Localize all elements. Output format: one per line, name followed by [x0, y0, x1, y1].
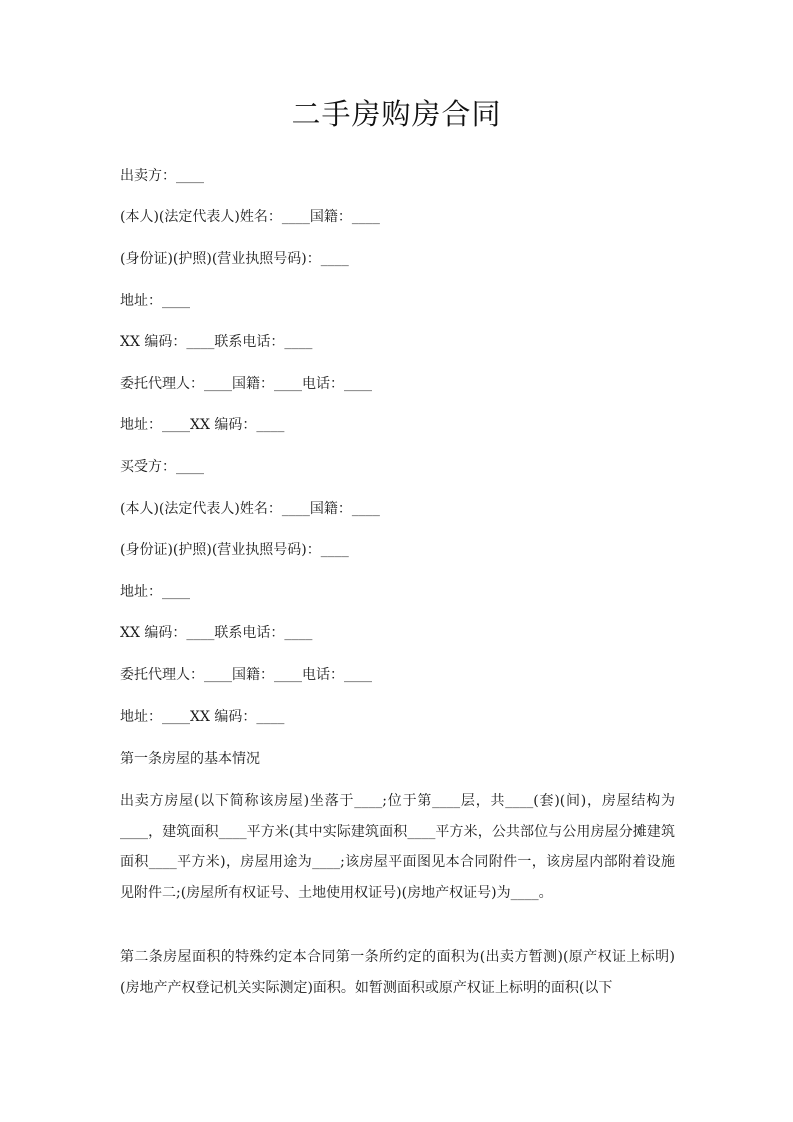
seller-postcode-phone-line: XX 编码：____联系电话：____ [120, 334, 313, 350]
buyer-heading: 买受方：____ [120, 459, 204, 475]
article1-heading: 第一条房屋的基本情况 [120, 751, 260, 767]
page-title: 二手房购房合同 [291, 97, 502, 131]
buyer-name-line: (本人)(法定代表人)姓名：____国籍：____ [120, 501, 380, 517]
buyer-address-line: 地址：____ [120, 584, 190, 600]
seller-id-line: (身份证)(护照)(营业执照号码)：____ [120, 251, 349, 267]
seller-address-line: 地址：____ [120, 293, 190, 309]
article1-body: 出卖方房屋(以下简称该房屋)坐落于____;位于第____层，共____(套)(间)，房屋结构为____，建筑面积____平方米(其中实际建筑面积____平方米，公共部位与公用房屋分摊建筑面积____平方米)，房屋用途为____;该房屋平面图见本合同附件一，该房屋内部附着设施见附件二;(房屋所有权证号、土地使用权证号)(房地产权证号)为____。 [120, 793, 675, 901]
buyer-postcode-phone-line: XX 编码：____联系电话：____ [120, 625, 313, 641]
buyer-agent-line: 委托代理人：____国籍：____电话：____ [120, 667, 372, 683]
seller-agent-address-line: 地址：____XX 编码：____ [120, 417, 285, 433]
buyer-agent-address-line: 地址：____XX 编码：____ [120, 709, 285, 725]
seller-agent-line: 委托代理人：____国籍：____电话：____ [120, 376, 372, 392]
seller-name-line: (本人)(法定代表人)姓名：____国籍：____ [120, 209, 380, 225]
seller-heading: 出卖方：____ [120, 168, 204, 184]
buyer-id-line: (身份证)(护照)(营业执照号码)：____ [120, 542, 349, 558]
article2-body: 第二条房屋面积的特殊约定本合同第一条所约定的面积为(出卖方暂测)(原产权证上标明)(房地产产权登记机关实际测定)面积。如暂测面积或原产权证上标明的面积(以下 [120, 949, 675, 996]
